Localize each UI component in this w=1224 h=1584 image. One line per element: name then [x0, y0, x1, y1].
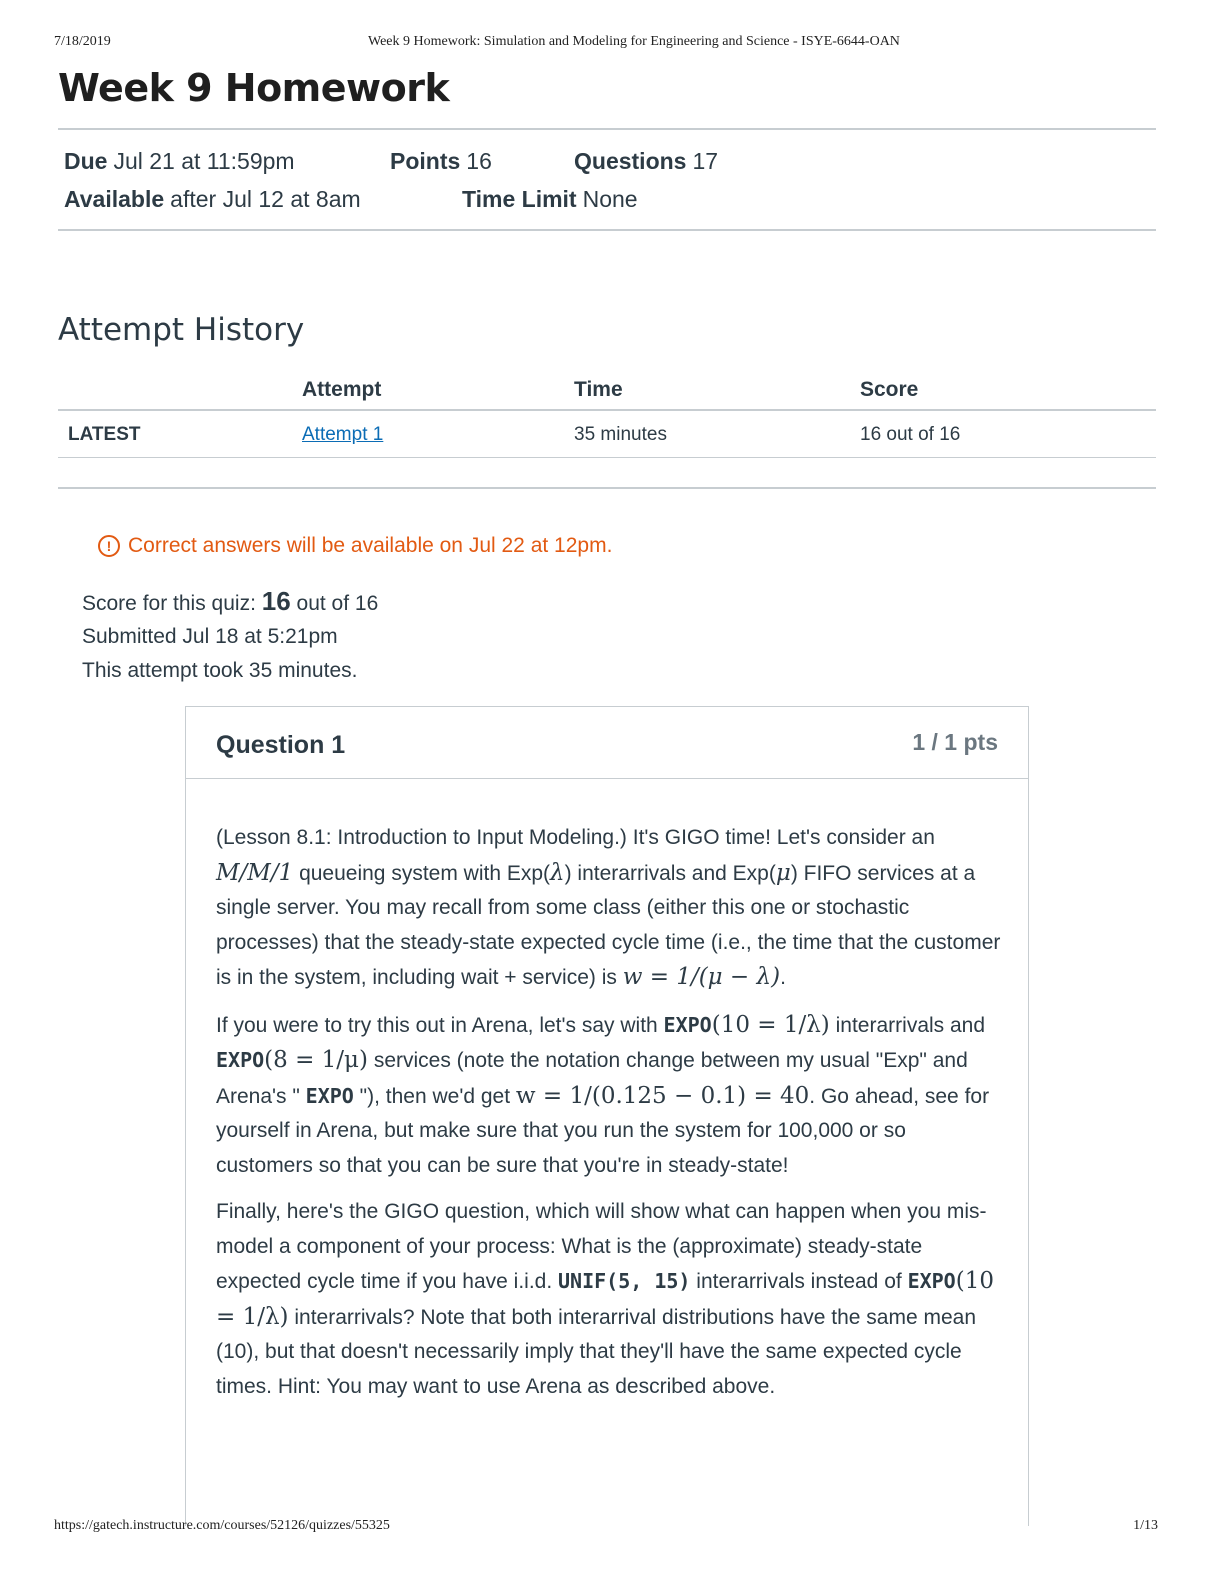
points-label: Points	[390, 148, 461, 174]
divider	[58, 128, 1156, 130]
attempt-score: 16 out of 16	[860, 424, 961, 445]
column-header-attempt: Attempt	[302, 378, 382, 401]
question-paragraph: Finally, here's the GIGO question, which will show what can happen when you mis-model a component of your process: What is the (approximate) steady-state expected cycle time if you have i.i.d. UNIF(5, 15) interarrivals instead of EXPO(10 = 1/λ) interarrivals? Note that both interarrival distributions have the same mean (10), but that doesn't necessarily imply that they'll have the same expected cycle times. Hint: You may want to use Arena as described above.	[216, 1200, 994, 1398]
attempt-history-title: Attempt History	[58, 312, 305, 348]
due-label: Due	[64, 148, 108, 174]
quiz-score	[82, 586, 378, 617]
code-expression: UNIF(5, 15)	[558, 1269, 691, 1293]
column-header-score: Score	[860, 378, 919, 401]
question-title: Question 1	[216, 731, 346, 759]
divider	[58, 229, 1156, 231]
attempt-status: LATEST	[68, 424, 141, 445]
alert-circle-icon: !	[98, 535, 120, 557]
time-limit-label: Time Limit	[462, 186, 577, 212]
print-document-title: Week 9 Homework: Simulation and Modeling for Engineering and Science - ISYE-6644-OAN	[368, 34, 900, 49]
math-expression: M/M/1	[216, 859, 294, 886]
score-prefix: Score for this quiz:	[82, 592, 256, 615]
table-row-divider	[58, 457, 1156, 458]
code-expression: EXPO	[216, 1048, 265, 1072]
print-page-number: 1/13	[1133, 1518, 1158, 1533]
available-label: Available	[64, 186, 165, 212]
table-header-divider	[58, 409, 1156, 411]
column-header-time: Time	[574, 378, 623, 401]
time-limit-value: None	[582, 186, 638, 212]
questions-value: 17	[692, 148, 719, 174]
math-expression: μ	[775, 859, 791, 886]
math-expression: (8 = 1/μ)	[264, 1047, 368, 1073]
question-header	[186, 707, 1028, 779]
score-value: 16	[261, 586, 291, 616]
question-paragraph: If you were to try this out in Arena, let's say with EXPO(10 = 1/λ) interarrivals and EXPO(8 = 1/μ) services (note the notation change between my usual "Exp" and Arena's " EXPO "), then we'd get w = 1/(0.125 − 0.1) = 40. Go ahead, see for yourself in Arena, but make sure that you run the system for 100,000 or so customers so that you can be sure that you're in steady-state!	[216, 1011, 990, 1177]
print-date: 7/18/2019	[54, 34, 111, 49]
questions-label: Questions	[574, 148, 687, 174]
question-points: 1 / 1 pts	[912, 729, 998, 755]
print-url: https://gatech.instructure.com/courses/52126/quizzes/55325	[54, 1518, 390, 1533]
math-expression: (10 = 1/λ)	[711, 1011, 830, 1038]
math-expression: w = 1/(μ − λ)	[622, 964, 781, 990]
notice-text: Correct answers will be available on Jul 22 at 12pm.	[128, 534, 613, 557]
submitted-time: Submitted Jul 18 at 5:21pm	[82, 625, 338, 648]
due-value: Jul 21 at 11:59pm	[113, 148, 295, 174]
print-header	[54, 34, 1170, 54]
divider	[58, 487, 1156, 489]
code-expression: EXPO	[663, 1012, 712, 1037]
math-expression: λ	[550, 859, 565, 886]
due-info	[64, 148, 295, 175]
points-info	[390, 148, 492, 175]
question-text	[216, 821, 1006, 1416]
attempt-duration: This attempt took 35 minutes.	[82, 659, 358, 682]
questions-info	[574, 148, 718, 175]
question-paragraph: (Lesson 8.1: Introduction to Input Modeling.) It's GIGO time! Let's consider an M/M/1 queueing system with Exp(λ) interarrivals and Exp(μ) FIFO services at a single server. You may recall from some class (either this one or stochastic processes) that the steady-state expected cycle time (i.e., the time that the customer is in the system, including wait + service) is w = 1/(μ − λ).	[216, 826, 1001, 990]
score-suffix: out of 16	[296, 592, 379, 615]
attempt-1-link[interactable]: Attempt 1	[302, 424, 384, 445]
code-expression: EXPO	[907, 1269, 956, 1293]
attempt-time: 35 minutes	[574, 424, 667, 445]
points-value: 16	[466, 148, 492, 174]
math-expression: (10 = 1/λ)	[216, 1268, 994, 1330]
page-title: Week 9 Homework	[58, 66, 450, 110]
question-1-card	[185, 706, 1029, 1526]
time-limit-info	[462, 186, 638, 213]
answers-availability-notice	[98, 534, 612, 558]
available-info	[64, 186, 361, 213]
available-value: after Jul 12 at 8am	[170, 186, 361, 212]
math-expression: w = 1/(0.125 − 0.1) = 40	[515, 1082, 810, 1109]
code-expression: EXPO	[305, 1083, 354, 1108]
print-footer	[54, 1518, 1170, 1538]
